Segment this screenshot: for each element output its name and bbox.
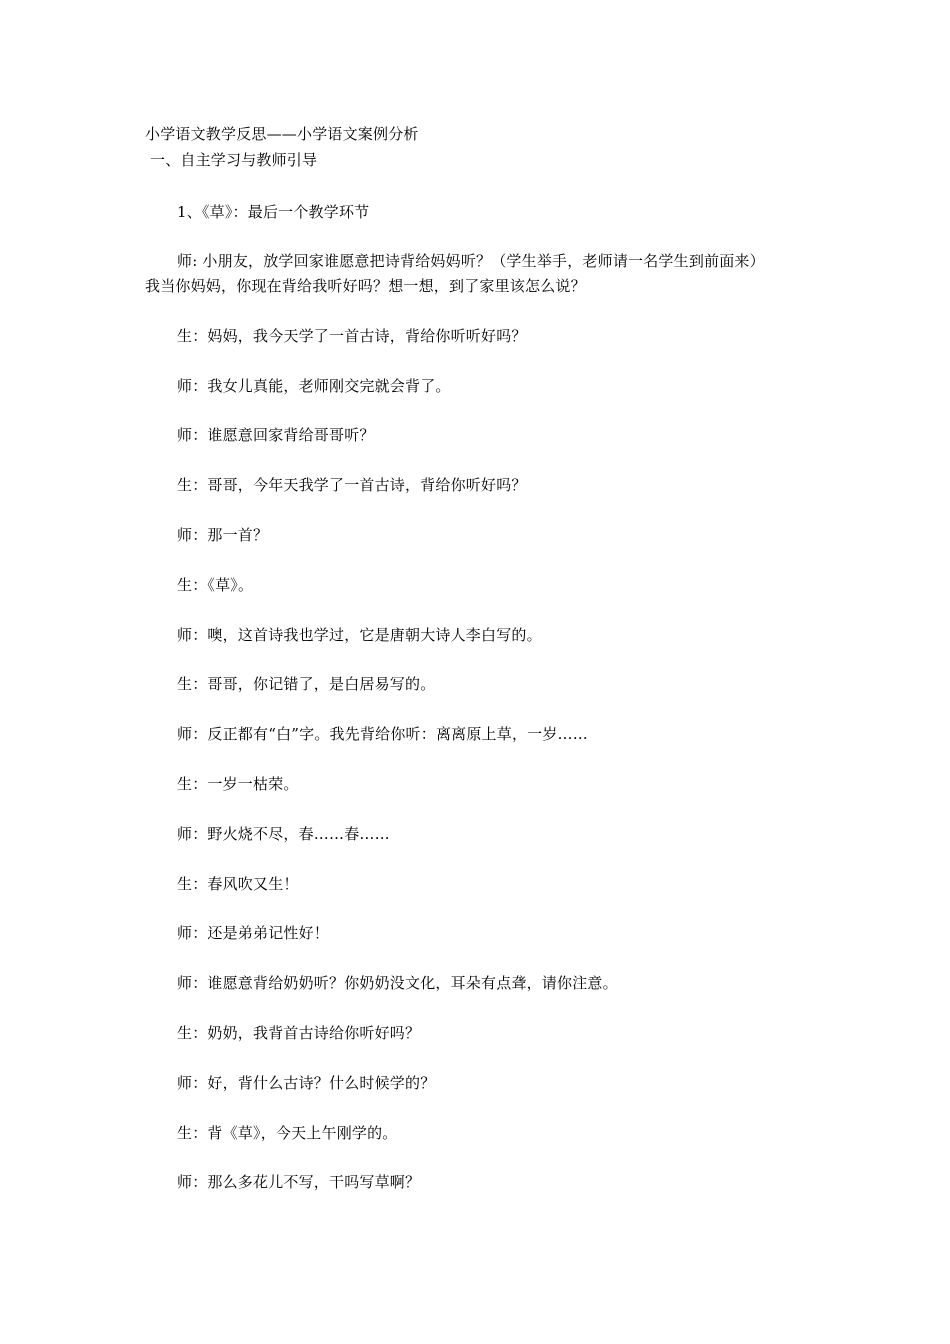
dialogue-line: 师：还是弟弟记性好！ [177, 924, 330, 942]
dialogue-line: 师：那一首？ [177, 526, 269, 544]
dialogue-line: 师：谁愿意背给奶奶听？你奶奶没文化，耳朵有点聋，请你注意。 [177, 974, 618, 992]
dialogue-line: 生：奶奶，我背首古诗给你听好吗？ [177, 1024, 421, 1042]
dialogue-line: 生：妈妈，我今天学了一首古诗，背给你听听好吗？ [177, 327, 527, 345]
dialogue-line: 师：谁愿意回家背给哥哥听？ [177, 426, 375, 444]
intro-paragraph-line-2: 我当你妈妈，你现在背给我听好吗？想一想，到了家里该怎么说？ [145, 277, 586, 295]
intro-paragraph-line-1: 师: 小朋友，放学回家谁愿意把诗背给妈妈听？（学生举手，老师请一名学生到前面来） [177, 252, 765, 270]
dialogue-line: 师：噢，这首诗我也学过，它是唐朝大诗人李白写的。 [177, 626, 542, 644]
dialogue-line: 生：哥哥，今年天我学了一首古诗，背给你听好吗？ [177, 476, 527, 494]
dialogue-line: 师：我女儿真能，老师刚交完就会背了。 [177, 377, 451, 395]
dialogue-line: 生：哥哥，你记错了，是白居易写的。 [177, 675, 436, 693]
dialogue-line: 师：反正都有“白”字。我先背给你听：离离原上草，一岁…… [177, 725, 588, 743]
dialogue-line: 生：春风吹又生！ [177, 875, 299, 893]
document-title: 小学语文教学反思——小学语文案例分析 [145, 125, 419, 143]
subsection-heading: 1、《草》：最后一个教学环节 [177, 203, 370, 221]
dialogue-line: 生：《草》。 [177, 576, 254, 594]
dialogue-line: 师：野火烧不尽，春……春…… [177, 825, 390, 843]
dialogue-line: 生：一岁一枯荣。 [177, 775, 299, 793]
dialogue-line: 生：背《草》，今天上午刚学的。 [177, 1124, 398, 1142]
section-heading: 一、自主学习与教师引导 [150, 151, 318, 169]
dialogue-line: 师：好，背什么古诗？什么时候学的？ [177, 1074, 436, 1092]
dialogue-line: 师：那么多花儿不写，干吗写草啊？ [177, 1173, 421, 1191]
